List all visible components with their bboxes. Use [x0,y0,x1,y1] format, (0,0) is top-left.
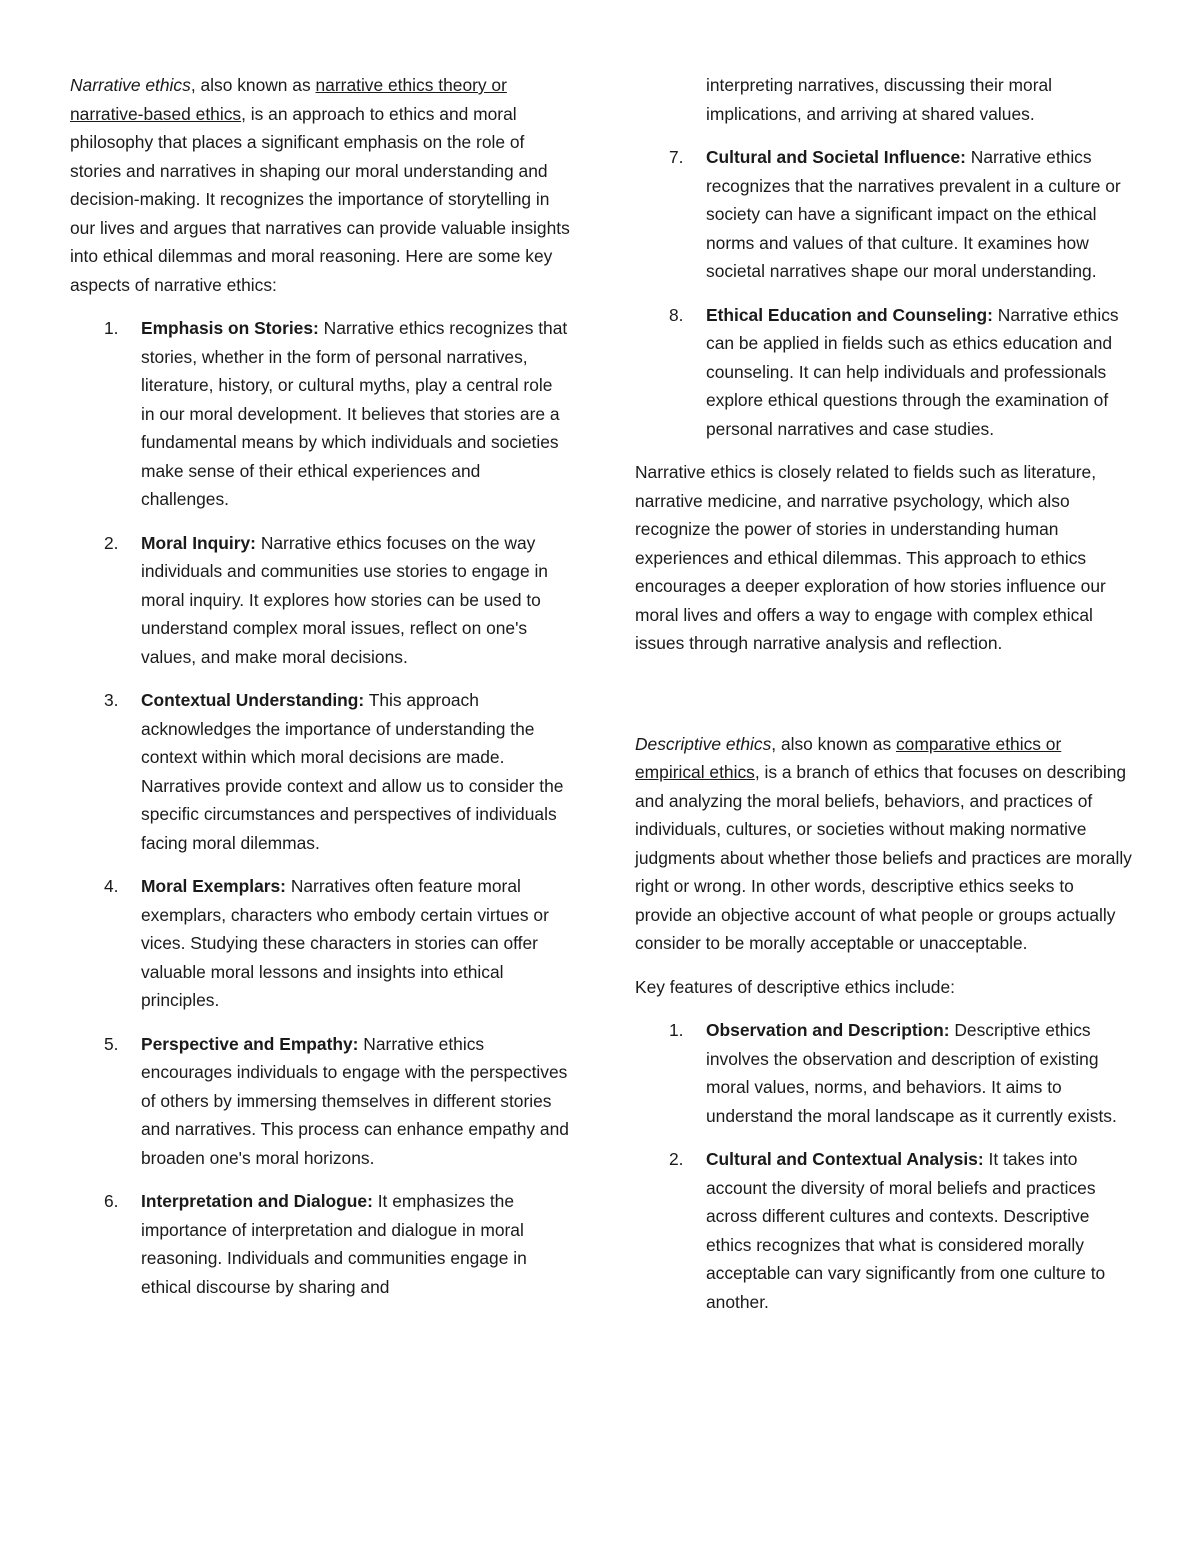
list-item [635,1145,1135,1316]
list-number: 6. [104,1191,119,1211]
descriptive-term: Descriptive ethics [635,733,772,754]
narrative-intro-paragraph [70,71,570,299]
list-text: It takes into account the diversity of moral beliefs and practices across different cultures and contexts. Descriptive ethics recognizes that what is considered morally acceptable can vary significantly from one culture to another. [706,1149,1106,1312]
list-item [635,143,1135,286]
list-term: Moral Exemplars: [141,876,286,896]
list-term: Interpretation and Dialogue: [141,1191,373,1211]
list-number: 5. [104,1033,119,1054]
descriptive-alt-names-link: comparative ethics or empirical ethics [635,733,1062,782]
list-term: Cultural and Societal Influence: [706,147,966,167]
list-text: Narrative ethics encourages individuals to engage with the perspectives of others by immersing themselves in different stories and narratives. This process can enhance empathy and broaden one's moral horizons. [141,1033,569,1168]
list-item [70,1187,570,1301]
narrative-aspects-list [70,314,570,1301]
list-number: 4. [104,876,119,896]
features-heading: Key features of descriptive ethics include: [635,976,955,997]
list-term: Perspective and Empathy: [141,1033,359,1054]
descriptive-intro-paragraph [635,730,1135,958]
list-number: 7. [669,147,684,167]
descriptive-intro-text: , is a branch of ethics that focuses on describing and analyzing the moral beliefs, behaviors, and practices of individuals, cultures, or societies without making normative judgments about whether those beliefs and practices are morally right or wrong. In other words, descriptive ethics seeks to provide an objective account of what people or groups actually consider to be morally acceptable or unacceptable. [635,762,1132,953]
narrative-aspects-list-continued [635,143,1135,443]
list-item [70,314,570,514]
list-text: Narrative ethics recognizes that stories, whether in the form of personal narratives, literature, history, or cultural myths, play a central role in our moral development. It believes that stories are a fundamental means by which individuals and societies make sense of their ethical experiences and challenges. [141,318,568,509]
list-term: Ethical Education and Counseling: [706,304,993,325]
list-text: It emphasizes the importance of interpretation and dialogue in moral reasoning. Individuals and communities engage in ethical discourse by sharing and [141,1191,527,1297]
list-text: Descriptive ethics involves the observation and description of existing moral values, norms, and behaviors. It aims to understand the moral landscape as it currently exists. [706,1020,1117,1126]
list-item [635,301,1135,444]
list-item [70,1030,570,1173]
list-term: Emphasis on Stories: [141,318,319,338]
list-term: Observation and Description: [706,1020,950,1040]
list-number: 3. [104,690,119,710]
list-number: 2. [104,532,119,553]
list-item [635,1016,1135,1130]
list-term: Moral Inquiry: [141,532,256,553]
list-number: 1. [669,1020,684,1040]
narrative-term: Narrative ethics [70,75,191,95]
list-term: Contextual Understanding: [141,690,365,710]
list-text: Narrative ethics recognizes that the narratives prevalent in a culture or society can have a significant impact on the ethical norms and values of that culture. It examines how societal narratives shape our moral understanding. [706,147,1121,281]
list-number: 1. [104,318,119,338]
narrative-alt-names-link: narrative ethics theory or narrative-based ethics [70,75,507,124]
section-spacer [635,673,1135,730]
list-text: Narrative ethics can be applied in fields such as ethics education and counseling. It can help individuals and professionals explore ethical questions through the examination of personal narratives and case studies. [706,304,1119,439]
list-item-continuation: interpreting narratives, discussing their moral implications, and arriving at shared values. [706,75,1053,124]
left-column [70,71,570,1316]
list-text: Narratives often feature moral exemplars, characters who embody certain virtues or vices. Studying these characters in stories can offer valuable moral lessons and insights into ethical principles. [141,876,549,1010]
descriptive-features-list [635,1016,1135,1316]
descriptive-intro-pre-link: , also known as [771,733,896,754]
list-number: 2. [669,1149,684,1169]
narrative-intro-text: , is an approach to ethics and moral philosophy that places a significant emphasis on the role of stories and narratives in shaping our moral understanding and decision-making. It recognizes the importance of storytelling in our lives and argues that narratives can provide valuable insights into ethical dilemmas and moral reasoning. Here are some key aspects of narrative ethics: [70,103,570,295]
list-number: 8. [669,304,684,325]
list-item [70,529,570,672]
narrative-intro-pre-link: , also known as [190,75,316,95]
list-text: This approach acknowledges the importance of understanding the context within which moral decisions are made. Narratives provide context and allow us to consider the specific circumstances and perspectives of individuals facing moral dilemmas. [141,690,564,853]
list-item [70,686,570,857]
list-text: Narrative ethics focuses on the way individuals and communities use stories to engage in moral inquiry. It explores how stories can be used to understand complex moral issues, reflect on one's values, and make moral decisions. [141,532,548,667]
narrative-closing-paragraph: Narrative ethics is closely related to fields such as literature, narrative medicine, and narrative psychology, which also recognize the power of stories in understanding human experiences and ethical dilemmas. This approach to ethics encourages a deeper exploration of how stories influence our moral lives and offers a way to engage with complex ethical issues through narrative analysis and reflection. [635,462,1106,653]
right-column [635,71,1135,1331]
list-item [70,872,570,1015]
list-term: Cultural and Contextual Analysis: [706,1149,984,1169]
